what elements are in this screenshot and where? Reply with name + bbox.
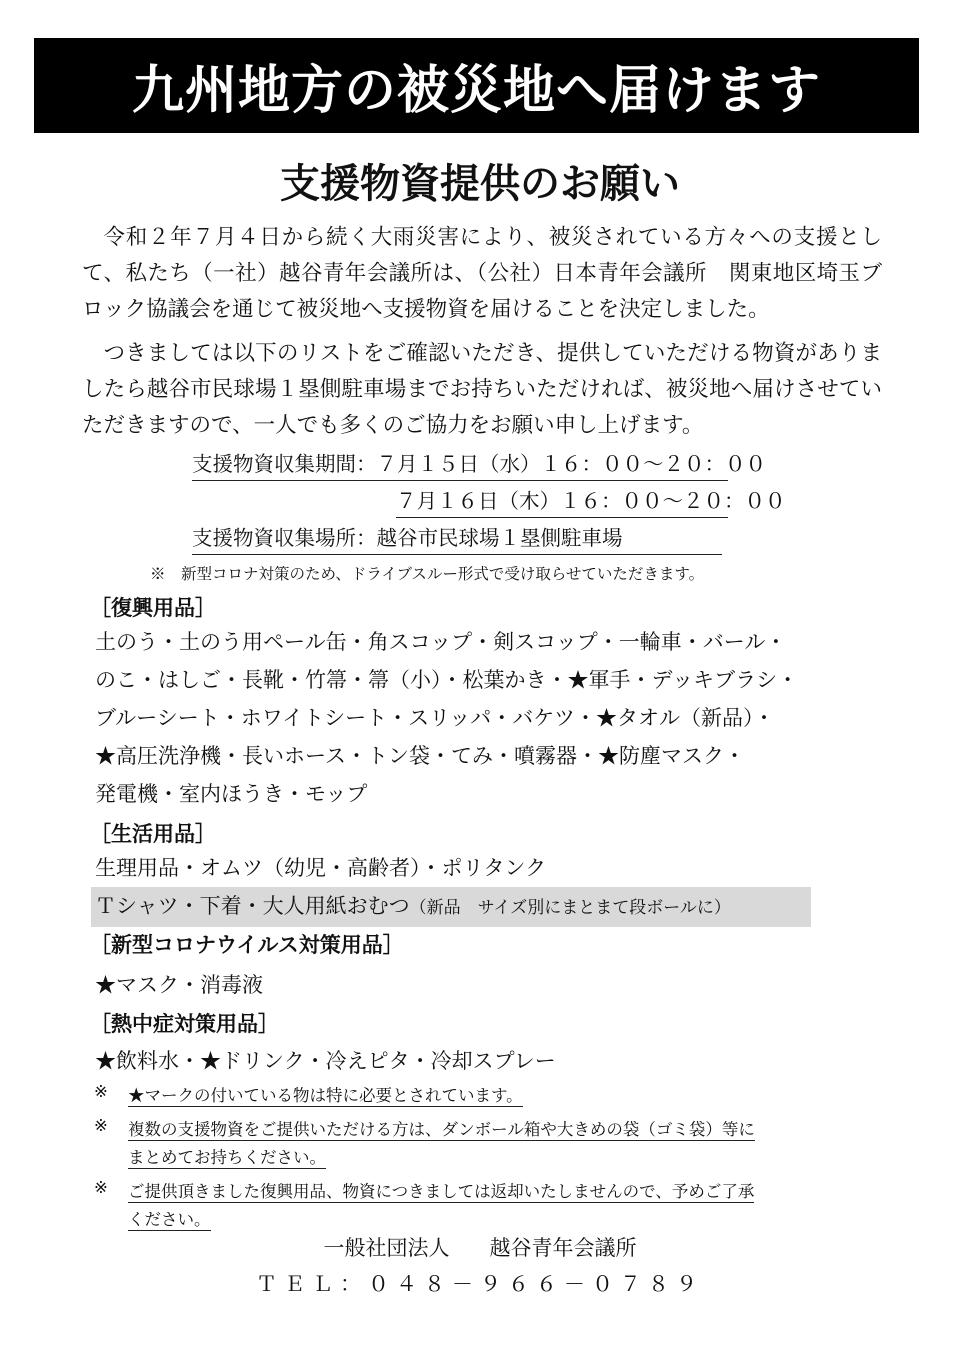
list-item: ブルーシート・ホワイトシート・スリッパ・バケツ・★タオル（新品）・ xyxy=(95,706,775,730)
request-paragraph: つきましては以下のリストをご確認いただき、提供していただける物資がありましたら越谷市民球場１塁側駐車場までお持ちいただければ、被災地へ届けさせていただきますので、一人でも多くのご協力をお願い申し上げます。 xyxy=(82,341,882,438)
corona-items xyxy=(95,966,895,1004)
note-mark: ※ xyxy=(94,1082,108,1101)
note-line: まとめてお持ちください。 xyxy=(128,1148,326,1167)
section-title-recovery: ［復興用品］ xyxy=(90,596,216,620)
banner-title: 九州地方の被災地へ届けます xyxy=(34,38,919,133)
collection-period-1: 支援物資収集期間：７月１５日（水）１６：００～２０：００ xyxy=(192,450,728,481)
daily-items xyxy=(95,849,895,927)
list-item: 生理用品・オムツ（幼児・高齢者）・ポリタンク xyxy=(95,856,547,880)
intro-paragraph: 令和２年７月４日から続く大雨災害により、被災されている方々への支援として、私たち（一社）越谷青年会議所は、（公社）日本青年会議所 関東地区埼玉ブロック協議会を通じて被災地へ支援物資を届けることを決定しました。 xyxy=(82,225,882,322)
footnote-2 xyxy=(94,1116,755,1172)
list-item: 土のう・土のう用ペール缶・角スコップ・剣スコップ・一輪車・バール・ xyxy=(95,630,787,654)
footnote-3 xyxy=(94,1178,755,1234)
org-type: 一般社団法人 xyxy=(323,1236,450,1260)
highlighted-list-item xyxy=(95,887,895,927)
section-title-corona: ［新型コロナウイルス対策用品］ xyxy=(90,933,404,957)
drive-through-note: ※ 新型コロナ対策のため、ドライブスルー形式で受け取らせていただきます。 xyxy=(150,565,705,583)
footnotes xyxy=(94,1082,755,1240)
list-item: ★飲料水・★ドリンク・冷えピタ・冷却スプレー xyxy=(95,1049,556,1073)
section-title-heat: ［熱中症対策用品］ xyxy=(90,1012,279,1036)
note-line: 複数の支援物資をご提供いただける方は、ダンボール箱や大きめの袋（ゴミ袋）等に xyxy=(128,1120,755,1139)
org-name: 越谷青年会議所 xyxy=(489,1236,637,1260)
list-item: ★高圧洗浄機・長いホース・トン袋・てみ・噴霧器・★防塵マスク・ xyxy=(95,744,745,768)
section-title-daily: ［生活用品］ xyxy=(90,822,216,846)
note-mark: ※ xyxy=(94,1116,108,1135)
telephone-number: ＴＥＬ：０４８－９６６－０７８９ xyxy=(256,1272,704,1296)
page-subtitle: 支援物資提供のお願い xyxy=(280,161,680,207)
note-line: ください。 xyxy=(128,1210,211,1229)
note-mark: ※ xyxy=(94,1178,108,1197)
list-item: ★マスク・消毒液 xyxy=(95,973,263,997)
note-line: ★マークの付いている物は特に必要とされています。 xyxy=(128,1086,523,1105)
list-item: 発電機・室内ほうき・モップ xyxy=(95,782,368,806)
note-line: ご提供頂きました復興用品、物資につきましては返却いたしませんので、予めご了承 xyxy=(128,1182,755,1201)
collection-period-2: ７月１６日（木）１６：００～２０：００ xyxy=(396,487,728,518)
collection-place: 支援物資収集場所：越谷市民球場１塁側駐車場 xyxy=(192,524,722,555)
list-item: のこ・はしご・長靴・竹箒・箒（小）・松葉かき・★軍手・デッキブラシ・ xyxy=(95,668,799,692)
heat-items xyxy=(95,1042,895,1080)
footnote-1 xyxy=(94,1082,755,1110)
highlight-small-text: （新品 サイズ別にまとまて段ボールに） xyxy=(409,898,731,918)
highlight-main-text: Ｔシャツ・下着・大人用紙おむつ xyxy=(95,894,410,918)
organization-name xyxy=(0,1232,960,1262)
recovery-items xyxy=(95,623,895,813)
